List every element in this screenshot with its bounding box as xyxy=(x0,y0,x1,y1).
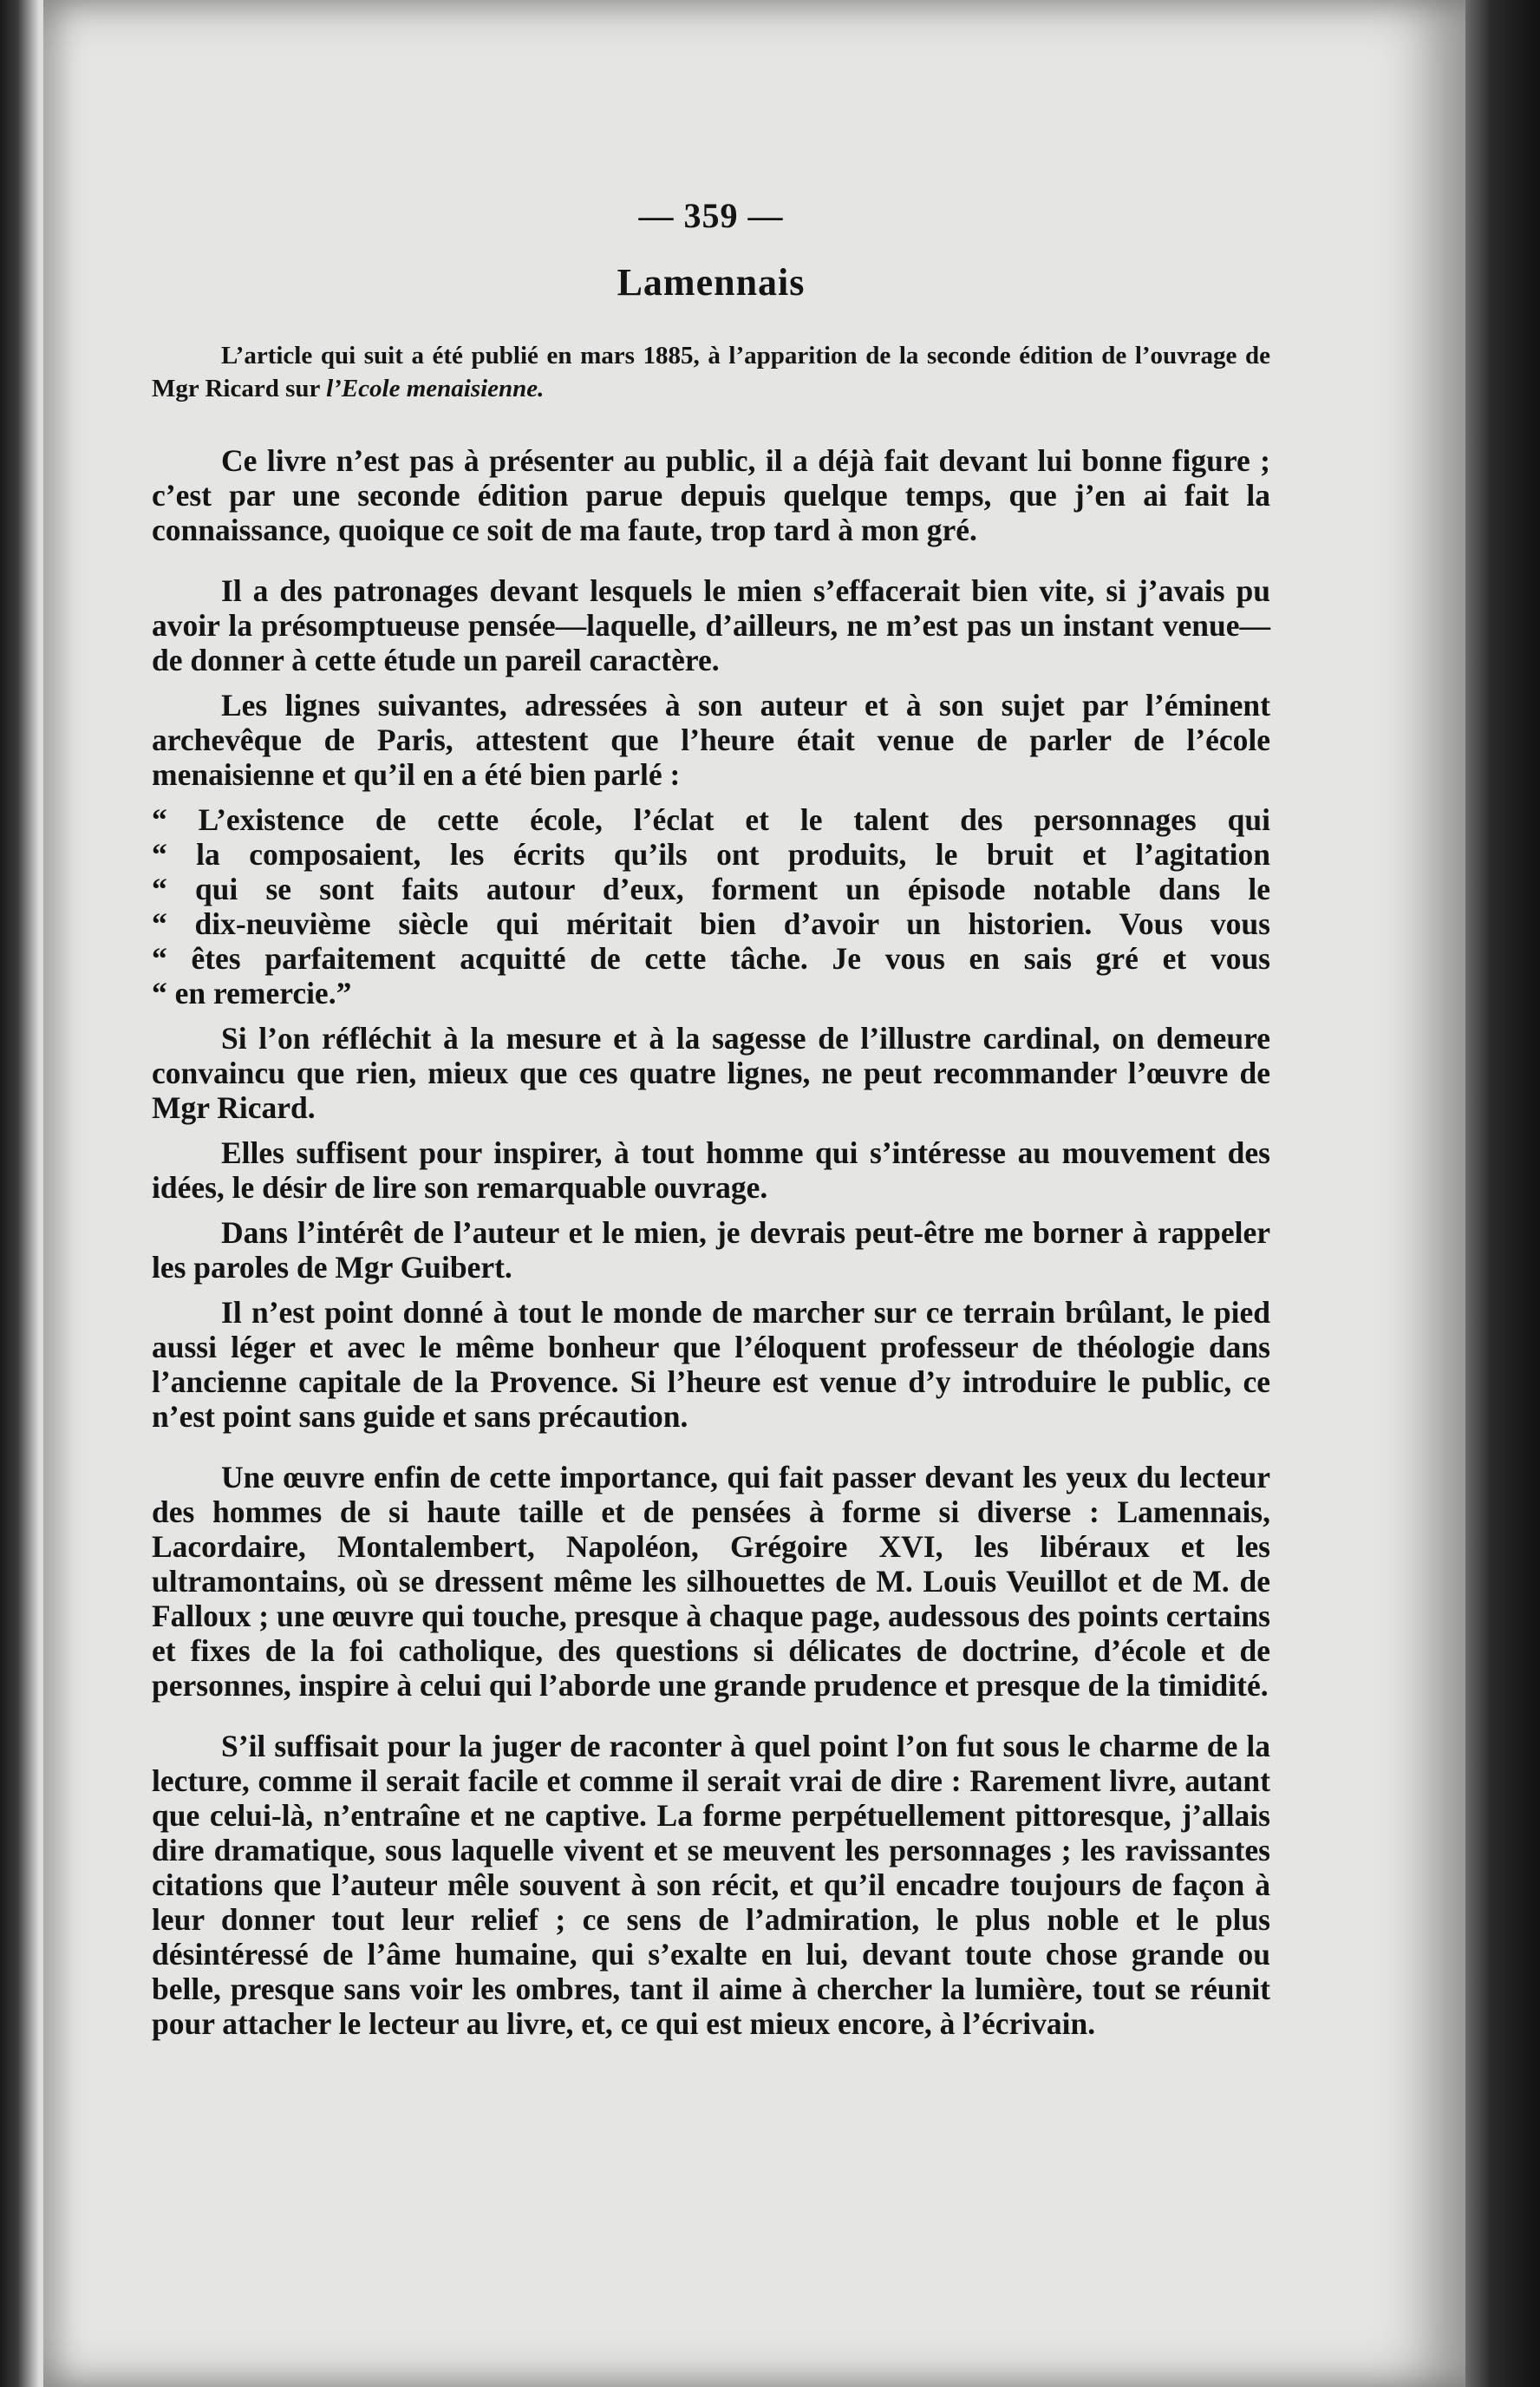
chapter-title: Lamennais xyxy=(617,261,806,304)
paragraph: Si l’on réfléchit à la mesure et à la sagesse de l’illustre cardinal, on demeure convaincu que rien, mieux que ces quatre lignes, ne peut recommander l’œuvre de Mgr Ricard. xyxy=(152,1021,1270,1125)
paragraph: Elles suffisent pour inspirer, à tout homme qui s’intéresse au mouvement des idées, le désir de lire son remarquable ouvrage. xyxy=(152,1135,1270,1205)
body-text xyxy=(152,443,1270,2041)
note-italic: l’Ecole menaisienne. xyxy=(326,375,545,402)
quote-line: “ êtes parfaitement acquitté de cette tâche. Je vous en sais gré et vous xyxy=(152,941,1270,976)
paragraph: Il a des patronages devant lesquels le mien s’effacerait bien vite, si j’avais pu avoir la présomptueuse pensée—laquelle, d’ailleurs, ne m’est pas un instant venue—de donner à cette étude un pareil caractère. xyxy=(152,573,1270,677)
book-page xyxy=(43,0,1465,2387)
quote-line: “ qui se sont faits autour d’eux, forment un épisode notable dans le xyxy=(152,872,1270,906)
editorial-note xyxy=(152,339,1270,405)
quote-line: “ en remercie.” xyxy=(152,976,352,1010)
paragraph: Ce livre n’est pas à présenter au public, il a déjà fait devant lui bonne figure ; c’est par une seconde édition parue depuis quelque temps, que j’en ai fait la connaissance, quoique ce soit de ma faute, trop tard à mon gré. xyxy=(152,443,1270,547)
quote-line: “ L’existence de cette école, l’éclat et le talent des personnages qui xyxy=(152,802,1270,837)
page-text xyxy=(152,195,1270,2051)
paragraph: Dans l’intérêt de l’auteur et le mien, je devrais peut-être me borner à rappeler les paroles de Mgr Guibert. xyxy=(152,1215,1270,1285)
cardinal-quote xyxy=(152,802,1270,1010)
page-number: — 359 — xyxy=(638,196,784,235)
quote-line: “ la composaient, les écrits qu’ils ont produits, le bruit et l’agitation xyxy=(152,837,1270,872)
note-text: L’article qui suit a été publié en mars 1885, à l’apparition de la seconde édition de l’ouvrage de Mgr Ricard sur xyxy=(152,342,1270,402)
paragraph: Il n’est point donné à tout le monde de marcher sur ce terrain brûlant, le pied aussi léger et avec le même bonheur que l’éloquent professeur de théologie dans l’ancienne capitale de la Provence. Si l’heure est venue d’y introduire le public, ce n’est point sans guide et sans précaution. xyxy=(152,1295,1270,1434)
paragraph: Une œuvre enfin de cette importance, qui fait passer devant les yeux du lecteur des hommes de si haute taille et de pensées à forme si diverse : Lamennais, Lacordaire, Montalembert, Napoléon, Grégoire XVI, les libéraux et les ultramontains, où se dressent même les silhouettes de M. Louis Veuillot et de M. de Falloux ; une œuvre qui touche, presque à chaque page, audessous des points certains et fixes de la foi catholique, des questions si délicates de doctrine, d’école et de personnes, inspire à celui qui l’aborde une grande prudence et presque de la timidité. xyxy=(152,1460,1270,1703)
paragraph: S’il suffisait pour la juger de raconter à quel point l’on fut sous le charme de la lecture, comme il serait facile et comme il serait vrai de dire : Rarement livre, autant que celui-là, n’entraîne et ne captive. La forme perpétuellement pittoresque, j’allais dire dramatique, sous laquelle vivent et se meuvent les personnages ; les ravissantes citations que l’auteur mêle souvent à son récit, et qu’il encadre toujours de façon à leur donner tout leur relief ; ce sens de l’admiration, le plus noble et le plus désintéressé de l’âme humaine, qui s’exalte en lui, devant toute chose grande ou belle, presque sans voir les ombres, tant il aime à chercher la lumière, tout se réunit pour attacher le lecteur au livre, et, ce qui est mieux encore, à l’écrivain. xyxy=(152,1729,1270,2041)
quote-line: “ dix-neuvième siècle qui méritait bien d’avoir un historien. Vous vous xyxy=(152,906,1270,941)
paragraph: Les lignes suivantes, adressées à son auteur et à son sujet par l’éminent archevêque de Paris, attestent que l’heure était venue de parler de l’école menaisienne et qu’il en a été bien parlé : xyxy=(152,688,1270,792)
